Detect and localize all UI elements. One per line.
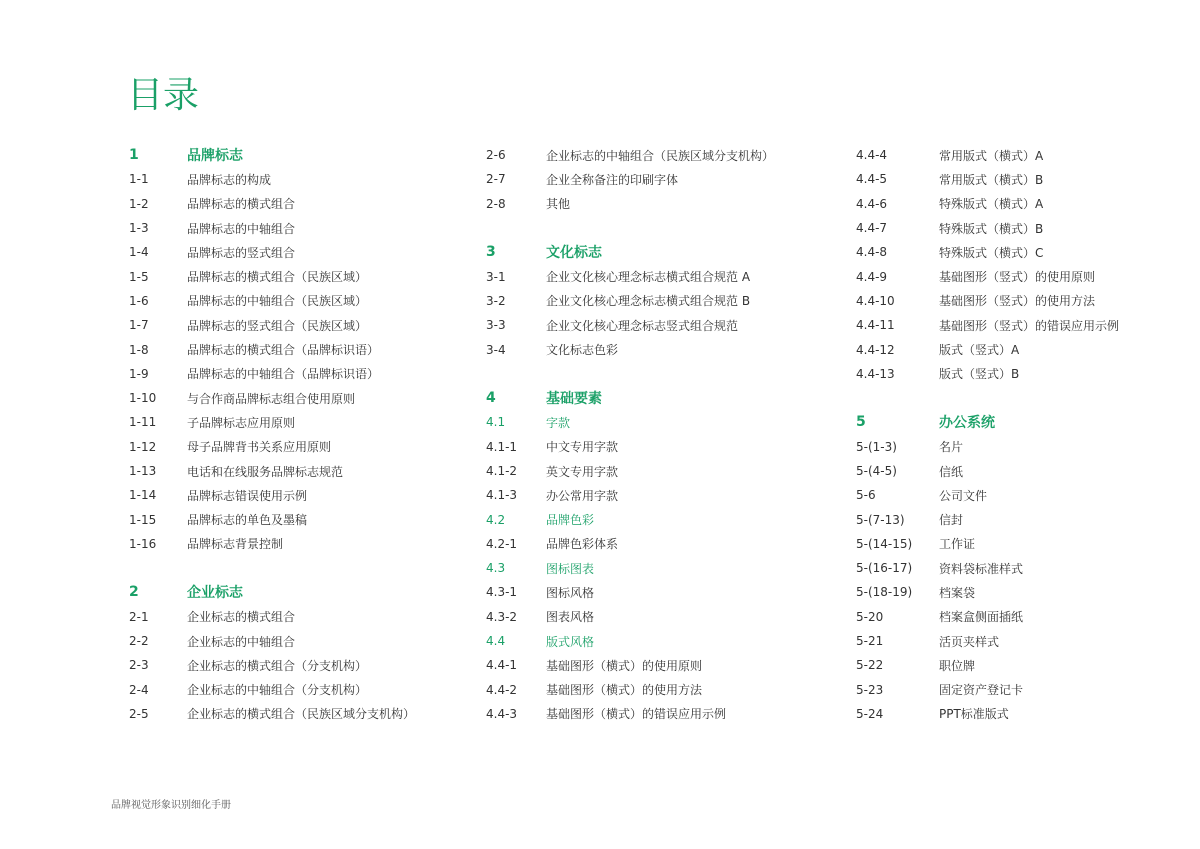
toc-entry-label: 子品牌标志应用原则 <box>187 415 296 430</box>
toc-entry[interactable] <box>129 605 469 629</box>
toc-entry[interactable] <box>486 678 836 702</box>
toc-entry-label: 公司文件 <box>939 488 988 503</box>
toc-entry-number: 1-12 <box>129 439 157 454</box>
toc-entry-label: 图标图表 <box>546 561 595 576</box>
toc-entry[interactable] <box>856 240 1176 264</box>
toc-entry-label: 品牌标志的构成 <box>187 172 272 187</box>
toc-entry[interactable] <box>856 216 1176 240</box>
toc-entry-number: 2-2 <box>129 634 149 649</box>
toc-entry-label: 办公系统 <box>939 415 995 432</box>
toc-entry-label: 中文专用字款 <box>546 440 619 455</box>
toc-entry-label: 企业文化核心理念标志竖式组合规范 <box>546 318 739 333</box>
toc-entry[interactable] <box>129 483 469 507</box>
toc-entry[interactable] <box>129 507 469 531</box>
toc-entry[interactable] <box>129 337 469 361</box>
toc-entry-label: 基础图形（竖式）的使用原则 <box>939 270 1096 285</box>
toc-entry-number: 3-3 <box>486 318 506 333</box>
toc-entry-number: 5-(16-17) <box>856 561 913 576</box>
toc-entry-label: 版式（竖式）B <box>939 367 1020 382</box>
toc-subsection-heading[interactable] <box>486 629 836 653</box>
toc-entry-label: 企业标志 <box>187 585 243 602</box>
toc-entry-label: 企业标志的横式组合（民族区域分支机构） <box>187 707 416 722</box>
toc-entry[interactable] <box>129 240 469 264</box>
toc-entry[interactable] <box>129 289 469 313</box>
toc-entry-number: 4.3 <box>486 561 506 576</box>
toc-entry-label: 企业标志的中轴组合（分支机构） <box>187 683 368 698</box>
toc-entry-number: 4.4-10 <box>856 293 895 308</box>
toc-entry-number: 4.4-13 <box>856 366 895 381</box>
toc-column-1 <box>129 143 469 726</box>
toc-entry[interactable] <box>129 653 469 677</box>
toc-entry-label: 工作证 <box>939 537 976 552</box>
toc-entry-label: 档案袋 <box>939 585 976 600</box>
toc-entry[interactable] <box>486 435 836 459</box>
toc-section-heading[interactable] <box>129 143 469 167</box>
toc-entry-label: 资料袋标准样式 <box>939 561 1024 576</box>
toc-entry-label: 特殊版式（横式）B <box>939 221 1044 236</box>
toc-entry[interactable] <box>486 337 836 361</box>
toc-entry[interactable] <box>856 629 1176 653</box>
toc-entry-label: 品牌标志的单色及墨稿 <box>187 513 308 528</box>
toc-entry[interactable] <box>129 386 469 410</box>
toc-spacer <box>486 216 836 240</box>
toc-section-heading[interactable] <box>486 240 836 264</box>
toc-entry-number: 5-(18-19) <box>856 585 913 600</box>
toc-entry[interactable] <box>129 264 469 288</box>
toc-entry[interactable] <box>486 532 836 556</box>
toc-entry[interactable] <box>129 629 469 653</box>
toc-entry-label: 与合作商品牌标志组合使用原则 <box>187 391 356 406</box>
toc-entry[interactable] <box>486 143 836 167</box>
toc-entry-number: 2-8 <box>486 196 506 211</box>
toc-entry[interactable] <box>856 362 1176 386</box>
toc-entry-label: 品牌色彩 <box>546 513 595 528</box>
toc-entry[interactable] <box>129 678 469 702</box>
toc-entry-label: 品牌色彩体系 <box>546 537 619 552</box>
toc-entry-number: 5-21 <box>856 634 884 649</box>
toc-entry-number: 1-5 <box>129 269 149 284</box>
toc-entry[interactable] <box>856 556 1176 580</box>
toc-entry-label: 版式风格 <box>546 634 595 649</box>
toc-entry-label: 基础图形（横式）的使用方法 <box>546 683 703 698</box>
toc-entry[interactable] <box>856 678 1176 702</box>
toc-entry[interactable] <box>129 216 469 240</box>
toc-entry-label: 职位牌 <box>939 658 976 673</box>
toc-entry-label: 信纸 <box>939 464 964 479</box>
toc-entry-number: 1-4 <box>129 245 149 260</box>
toc-entry-label: 基础图形（竖式）的错误应用示例 <box>939 318 1120 333</box>
toc-entry-number: 5-20 <box>856 609 884 624</box>
toc-entry-label: 办公常用字款 <box>546 488 619 503</box>
toc-entry-number: 4.2-1 <box>486 536 518 551</box>
toc-entry-number: 3 <box>486 244 496 261</box>
toc-entry[interactable] <box>856 532 1176 556</box>
toc-entry-label: 图标风格 <box>546 585 595 600</box>
toc-entry-number: 5-6 <box>856 488 876 503</box>
toc-entry-number: 4.4-9 <box>856 269 888 284</box>
toc-entry-label: 企业标志的横式组合（分支机构） <box>187 658 368 673</box>
toc-subsection-heading[interactable] <box>486 507 836 531</box>
toc-entry-number: 5-(1-3) <box>856 439 897 454</box>
toc-entry-number: 1-10 <box>129 391 157 406</box>
toc-spacer <box>856 386 1176 410</box>
toc-entry-label: 基础图形（横式）的错误应用示例 <box>546 707 727 722</box>
toc-spacer <box>486 362 836 386</box>
toc-entry[interactable] <box>856 653 1176 677</box>
toc-section-heading[interactable] <box>129 580 469 604</box>
toc-entry-label: 特殊版式（横式）A <box>939 197 1044 212</box>
toc-entry[interactable] <box>486 192 836 216</box>
toc-entry-label: PPT标准版式 <box>939 707 1009 722</box>
toc-entry[interactable] <box>856 605 1176 629</box>
toc-entry-number: 4.4-7 <box>856 221 888 236</box>
toc-entry-number: 2-6 <box>486 148 506 163</box>
toc-column-3 <box>856 143 1176 726</box>
toc-entry-number: 4.1 <box>486 415 506 430</box>
toc-entry[interactable] <box>486 313 836 337</box>
toc-entry-label: 品牌标志的横式组合 <box>187 197 296 212</box>
toc-entry-number: 4.4-3 <box>486 706 518 721</box>
footer-text: 品牌视觉形象识别细化手册 <box>111 800 231 811</box>
toc-entry-number: 1-9 <box>129 366 149 381</box>
toc-column-2 <box>486 143 836 726</box>
toc-entry[interactable] <box>856 167 1176 191</box>
toc-entry[interactable] <box>129 459 469 483</box>
toc-entry-label: 图表风格 <box>546 610 595 625</box>
toc-subsection-heading[interactable] <box>486 556 836 580</box>
toc-entry-label: 企业标志的中轴组合 <box>187 634 296 649</box>
toc-entry-number: 2-7 <box>486 172 506 187</box>
toc-entry[interactable] <box>856 143 1176 167</box>
toc-entry-number: 1-7 <box>129 318 149 333</box>
toc-entry-number: 1-11 <box>129 415 157 430</box>
toc-entry-label: 企业标志的横式组合 <box>187 610 296 625</box>
toc-entry-label: 文化标志色彩 <box>546 343 619 358</box>
toc-entry-label: 版式（竖式）A <box>939 343 1020 358</box>
toc-section-heading[interactable] <box>856 410 1176 434</box>
toc-entry-label: 母子品牌背书关系应用原则 <box>187 440 332 455</box>
toc-entry[interactable] <box>856 337 1176 361</box>
toc-entry-label: 品牌标志的横式组合（品牌标识语） <box>187 343 380 358</box>
toc-entry-number: 4.1-1 <box>486 439 518 454</box>
toc-entry-number: 4.1-3 <box>486 488 518 503</box>
toc-entry[interactable] <box>856 580 1176 604</box>
toc-entry-label: 企业文化核心理念标志横式组合规范 B <box>546 294 751 309</box>
toc-entry-number: 4.4-1 <box>486 658 518 673</box>
toc-entry-label: 基础图形（竖式）的使用方法 <box>939 294 1096 309</box>
toc-entry-number: 5-24 <box>856 706 884 721</box>
toc-entry-number: 5-23 <box>856 682 884 697</box>
toc-entry-number: 4.4-5 <box>856 172 888 187</box>
toc-entry-label: 品牌标志错误使用示例 <box>187 488 308 503</box>
toc-entry-number: 1-1 <box>129 172 149 187</box>
toc-entry-number: 1-14 <box>129 488 157 503</box>
toc-entry-number: 4.3-2 <box>486 609 518 624</box>
toc-entry-label: 名片 <box>939 440 964 455</box>
toc-entry[interactable] <box>129 167 469 191</box>
toc-entry-label: 企业文化核心理念标志横式组合规范 A <box>546 270 751 285</box>
toc-entry-label: 字款 <box>546 415 571 430</box>
toc-entry-label: 固定资产登记卡 <box>939 683 1024 698</box>
toc-entry[interactable] <box>129 192 469 216</box>
toc-entry[interactable] <box>129 410 469 434</box>
page-title: 目录 <box>127 75 200 116</box>
toc-entry-number: 4.2 <box>486 512 506 527</box>
toc-entry-number: 4.4-4 <box>856 148 888 163</box>
toc-entry-number: 4.4-11 <box>856 318 895 333</box>
toc-entry[interactable] <box>856 264 1176 288</box>
toc-entry[interactable] <box>129 532 469 556</box>
toc-entry-label: 品牌标志的中轴组合（民族区域） <box>187 294 368 309</box>
toc-entry[interactable] <box>856 459 1176 483</box>
toc-entry-number: 2-5 <box>129 706 149 721</box>
toc-entry[interactable] <box>856 313 1176 337</box>
toc-entry-number: 1 <box>129 147 139 164</box>
toc-entry-number: 1-3 <box>129 221 149 236</box>
toc-entry[interactable] <box>486 653 836 677</box>
toc-entry[interactable] <box>486 580 836 604</box>
toc-entry-number: 4.4-2 <box>486 682 518 697</box>
toc-entry[interactable] <box>856 192 1176 216</box>
toc-entry-label: 英文专用字款 <box>546 464 619 479</box>
toc-entry-number: 2 <box>129 584 139 601</box>
toc-entry-number: 3-4 <box>486 342 506 357</box>
toc-entry-number: 5-(7-13) <box>856 512 905 527</box>
toc-entry-label: 企业标志的中轴组合（民族区域分支机构） <box>546 148 775 163</box>
toc-entry-number: 2-4 <box>129 682 149 697</box>
toc-entry[interactable] <box>486 605 836 629</box>
toc-entry-label: 特殊版式（横式）C <box>939 245 1044 260</box>
toc-entry[interactable] <box>486 483 836 507</box>
toc-entry-number: 1-15 <box>129 512 157 527</box>
toc-entry-number: 2-1 <box>129 609 149 624</box>
toc-subsection-heading[interactable] <box>486 410 836 434</box>
toc-entry-number: 1-13 <box>129 464 157 478</box>
toc-entry-number: 5 <box>856 414 866 431</box>
toc-entry-number: 5-(4-5) <box>856 464 897 478</box>
toc-entry-label: 常用版式（横式）B <box>939 172 1044 187</box>
toc-entry-number: 2-3 <box>129 658 149 673</box>
toc-entry-label: 信封 <box>939 513 964 528</box>
toc-entry-label: 其他 <box>546 197 571 212</box>
toc-entry-label: 基础要素 <box>546 391 602 408</box>
toc-entry-number: 1-8 <box>129 342 149 357</box>
toc-spacer <box>129 556 469 580</box>
toc-entry[interactable] <box>856 483 1176 507</box>
toc-entry-number: 4 <box>486 390 496 407</box>
toc-entry[interactable] <box>856 507 1176 531</box>
toc-entry-label: 品牌标志的竖式组合（民族区域） <box>187 318 368 333</box>
toc-entry-label: 电话和在线服务品牌标志规范 <box>187 464 344 479</box>
toc-entry-number: 4.3-1 <box>486 585 518 600</box>
toc-entry-label: 档案盒侧面插纸 <box>939 610 1024 625</box>
toc-entry-label: 品牌标志的竖式组合 <box>187 245 296 260</box>
toc-entry-number: 1-16 <box>129 536 157 551</box>
toc-entry[interactable] <box>129 313 469 337</box>
toc-entry[interactable] <box>486 289 836 313</box>
toc-entry[interactable] <box>129 702 469 726</box>
toc-entry-number: 1-6 <box>129 293 149 308</box>
toc-entry-label: 活页夹样式 <box>939 634 1000 649</box>
toc-entry-number: 4.4-8 <box>856 245 888 260</box>
toc-entry[interactable] <box>486 264 836 288</box>
toc-entry-number: 3-1 <box>486 269 506 284</box>
toc-section-heading[interactable] <box>486 386 836 410</box>
toc-entry-number: 5-22 <box>856 658 884 673</box>
toc-entry[interactable] <box>856 435 1176 459</box>
toc-entry[interactable] <box>856 702 1176 726</box>
toc-entry-label: 品牌标志的中轴组合（品牌标识语） <box>187 367 380 382</box>
toc-entry-number: 3-2 <box>486 293 506 308</box>
toc-entry[interactable] <box>486 167 836 191</box>
toc-entry-label: 基础图形（横式）的使用原则 <box>546 658 703 673</box>
toc-entry-label: 常用版式（横式）A <box>939 148 1044 163</box>
toc-entry-label: 品牌标志的中轴组合 <box>187 221 296 236</box>
toc-entry-number: 1-2 <box>129 196 149 211</box>
toc-entry[interactable] <box>129 435 469 459</box>
toc-entry[interactable] <box>486 459 836 483</box>
toc-entry-number: 4.1-2 <box>486 464 518 478</box>
toc-entry-number: 5-(14-15) <box>856 536 913 551</box>
toc-entry-label: 品牌标志 <box>187 148 243 165</box>
toc-entry-label: 文化标志 <box>546 245 602 262</box>
toc-entry-number: 4.4 <box>486 634 506 649</box>
toc-entry[interactable] <box>856 289 1176 313</box>
toc-entry-label: 品牌标志背景控制 <box>187 537 284 552</box>
toc-entry-number: 4.4-6 <box>856 196 888 211</box>
toc-entry-label: 品牌标志的横式组合（民族区域） <box>187 270 368 285</box>
toc-entry-number: 4.4-12 <box>856 342 895 357</box>
toc-entry[interactable] <box>486 702 836 726</box>
toc-entry-label: 企业全称备注的印刷字体 <box>546 172 679 187</box>
toc-entry[interactable] <box>129 362 469 386</box>
